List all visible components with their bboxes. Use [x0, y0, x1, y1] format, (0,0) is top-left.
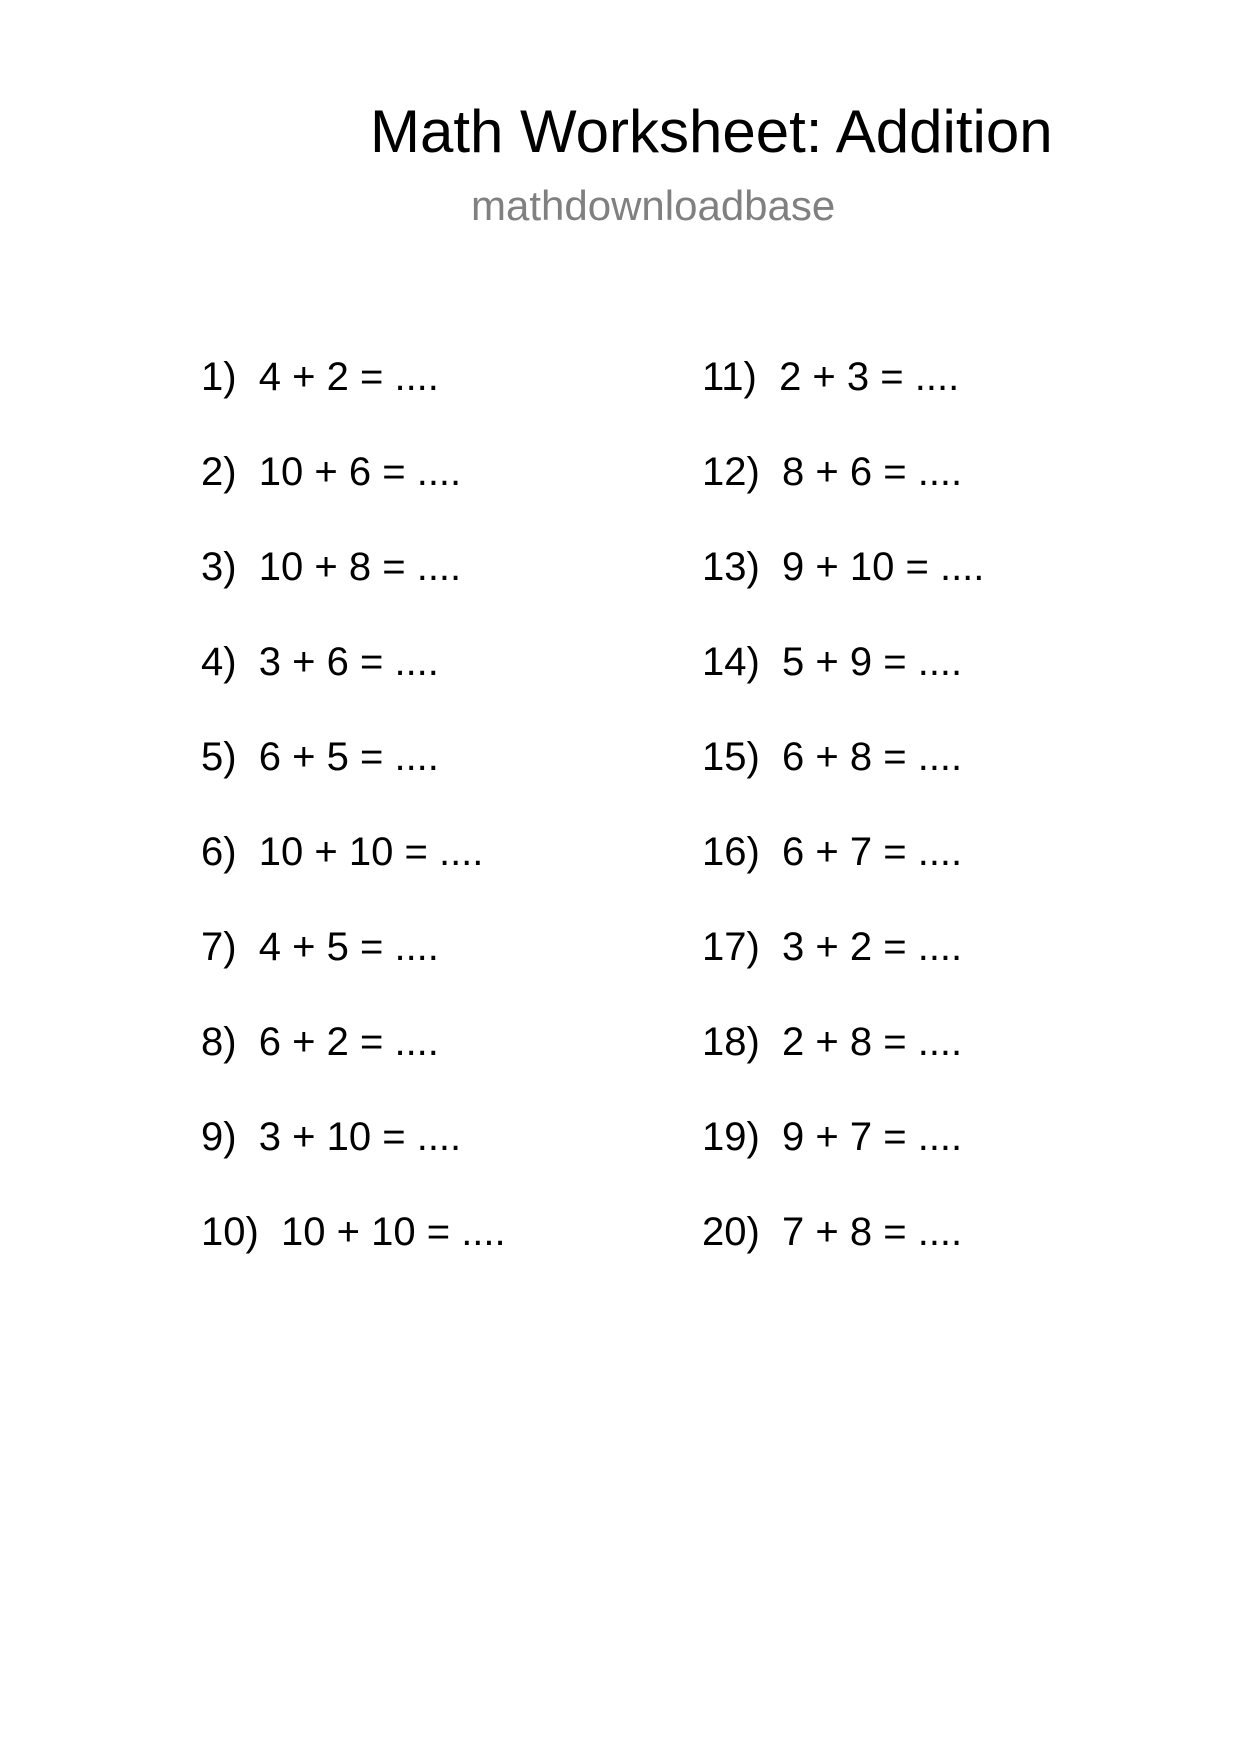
- problem-6: 6) 10 + 10 = ....: [201, 830, 484, 874]
- problem-20: 20) 7 + 8 = ....: [702, 1210, 963, 1254]
- problem-8: 8) 6 + 2 = ....: [201, 1020, 439, 1064]
- problem-14: 14) 5 + 9 = ....: [702, 640, 963, 684]
- problem-2: 2) 10 + 6 = ....: [201, 450, 462, 494]
- problem-18: 18) 2 + 8 = ....: [702, 1020, 963, 1064]
- problem-5: 5) 6 + 5 = ....: [201, 735, 439, 779]
- problem-17: 17) 3 + 2 = ....: [702, 925, 963, 969]
- problem-column-right: [702, 352, 984, 1302]
- problem-13: 13) 9 + 10 = ....: [702, 545, 985, 589]
- worksheet-title: Math Worksheet: Addition: [370, 98, 1053, 165]
- problem-11: 11) 2 + 3 = ....: [702, 355, 960, 399]
- problem-3: 3) 10 + 8 = ....: [201, 545, 462, 589]
- problem-12: 12) 8 + 6 = ....: [702, 450, 963, 494]
- problem-7: 7) 4 + 5 = ....: [201, 925, 439, 969]
- problem-10: 10) 10 + 10 = ....: [201, 1210, 506, 1254]
- problem-4: 4) 3 + 6 = ....: [201, 640, 439, 684]
- problem-19: 19) 9 + 7 = ....: [702, 1115, 963, 1159]
- problem-15: 15) 6 + 8 = ....: [702, 735, 963, 779]
- problem-1: 1) 4 + 2 = ....: [201, 355, 439, 399]
- worksheet-subtitle: mathdownloadbase: [471, 182, 836, 229]
- problem-column-left: [201, 352, 506, 1302]
- problem-9: 9) 3 + 10 = ....: [201, 1115, 462, 1159]
- problem-16: 16) 6 + 7 = ....: [702, 830, 963, 874]
